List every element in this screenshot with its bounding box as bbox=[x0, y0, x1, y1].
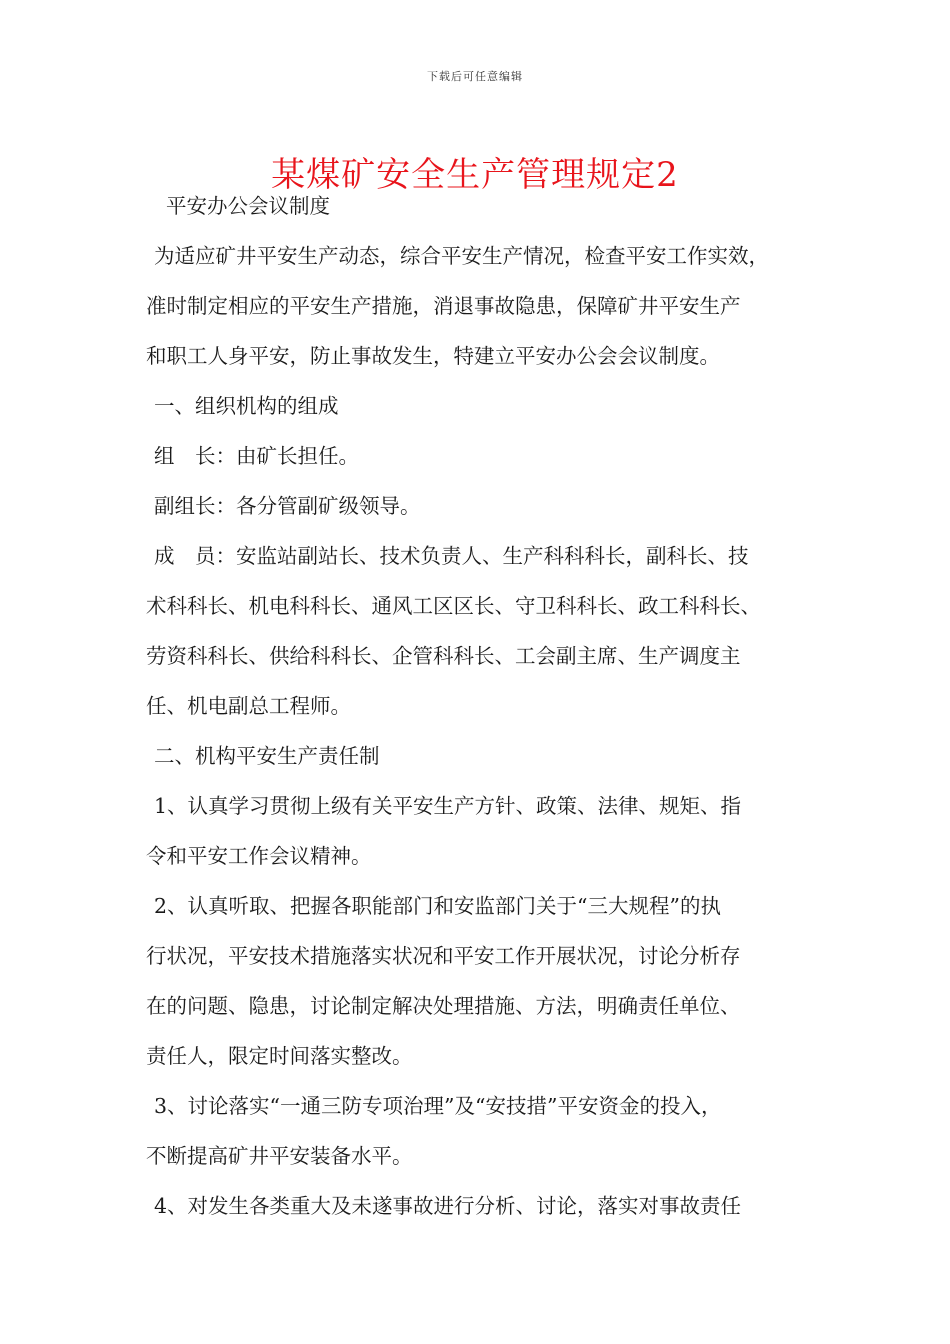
paragraph-line: 行状况，平安技术措施落实状况和平安工作开展状况，讨论分析存 bbox=[146, 944, 741, 968]
section-heading: 一、组织机构的组成 bbox=[154, 394, 339, 418]
paragraph-line: 不断提高矿井平安装备水平。 bbox=[146, 1144, 413, 1168]
paragraph-line: 令和平安工作会议精神。 bbox=[146, 844, 372, 868]
header-note: 下载后可任意编辑 bbox=[427, 70, 523, 83]
paragraph-line: 术科科长、机电科科长、通风工区区长、守卫科科长、政工科科长、 bbox=[146, 594, 761, 618]
paragraph-line: 在的问题、隐患，讨论制定解决处理措施、方法，明确责任单位、 bbox=[146, 994, 741, 1018]
section-heading: 二、机构平安生产责任制 bbox=[154, 744, 380, 768]
paragraph-line: 责任人，限定时间落实整改。 bbox=[146, 1044, 413, 1068]
paragraph-line: 成 员：安监站副站长、技术负责人、生产科科科长，副科长、技 bbox=[154, 544, 749, 568]
paragraph-line: 2、认真听取、把握各职能部门和安监部门关于“三大规程”的执 bbox=[154, 894, 722, 918]
paragraph-line: 1、认真学习贯彻上级有关平安生产方针、政策、法律、规矩、指 bbox=[154, 794, 742, 818]
document-title: 某煤矿安全生产管理规定2 bbox=[271, 154, 679, 195]
paragraph-line: 和职工人身平安，防止事故发生，特建立平安办公会会议制度。 bbox=[146, 344, 720, 368]
section-heading: 平安办公会议制度 bbox=[166, 194, 330, 218]
paragraph-line: 准时制定相应的平安生产措施，消退事故隐患，保障矿井平安生产 bbox=[146, 294, 741, 318]
paragraph-line: 为适应矿井平安生产动态，综合平安生产情况，检查平安工作实效， bbox=[154, 244, 769, 268]
document-body bbox=[146, 181, 826, 1231]
paragraph-line: 组 长：由矿长担任。 bbox=[154, 444, 359, 468]
paragraph-line: 任、机电副总工程师。 bbox=[146, 694, 351, 718]
paragraph-line: 4、对发生各类重大及未遂事故进行分析、讨论，落实对事故责任 bbox=[154, 1194, 742, 1218]
paragraph-line: 3、讨论落实“一通三防专项治理”及“安技措”平安资金的投入， bbox=[154, 1094, 722, 1118]
paragraph-line: 劳资科科长、供给科科长、企管科科长、工会副主席、生产调度主 bbox=[146, 644, 741, 668]
paragraph-line: 副组长：各分管副矿级领导。 bbox=[154, 494, 421, 518]
